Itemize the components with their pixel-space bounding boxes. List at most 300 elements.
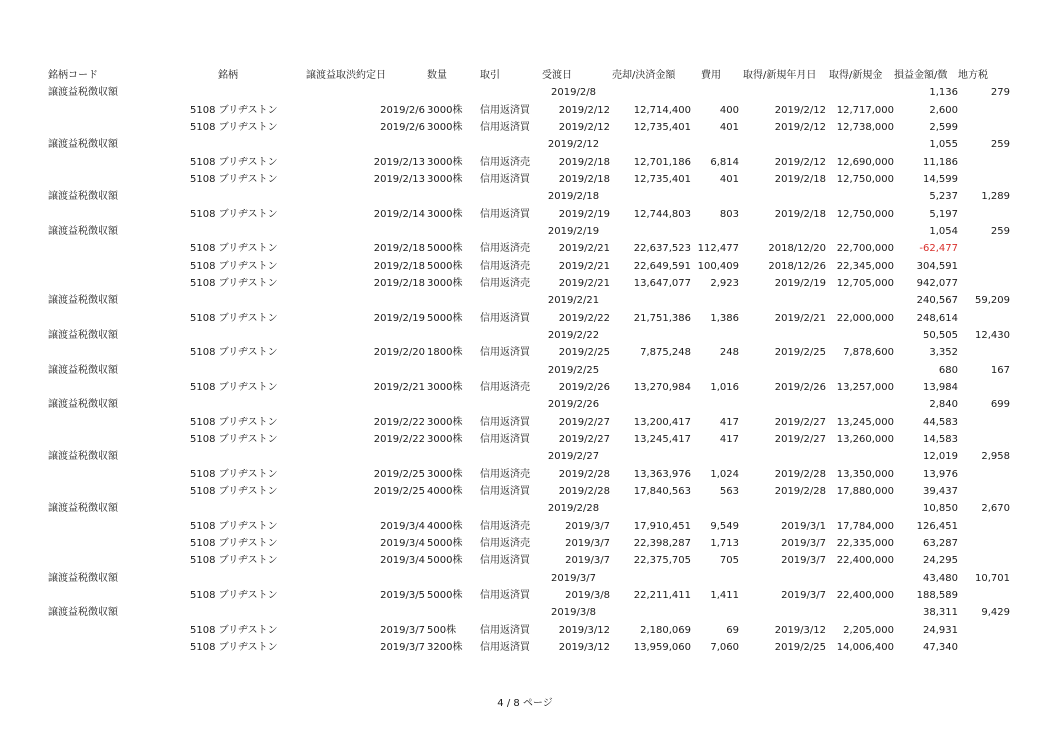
cell-pl-amount: 1,055 <box>929 139 958 151</box>
cell-code: 譲渡益税徴収額 <box>48 225 118 237</box>
cell-trade: 信用返済買 <box>480 208 530 220</box>
cell-acq-date <box>739 223 826 240</box>
cell-name: 5108 ブリヂストン <box>190 156 278 168</box>
cell-acq-date: 2019/3/1 <box>781 520 826 532</box>
cell-name: 5108 ブリヂストン <box>190 277 278 289</box>
table-row <box>48 205 1010 222</box>
cell-settle-date: 2019/2/27 <box>558 434 610 446</box>
cell-cost: 112,477 <box>697 243 739 255</box>
cell-code <box>48 240 188 257</box>
cell-name <box>188 396 278 413</box>
cell-name: 5108 ブリヂストン <box>190 121 278 133</box>
cell-acq-amount: 22,345,000 <box>836 260 894 272</box>
table-row <box>48 101 1010 118</box>
cell-trade-date: 2019/3/7 <box>380 642 425 654</box>
cell-acq-amount <box>826 362 894 379</box>
cell-local-tax <box>958 414 1010 431</box>
cell-sale-amount <box>612 448 691 465</box>
cell-name: 5108 ブリヂストン <box>190 486 278 498</box>
cell-settle-date: 2019/3/7 <box>565 520 610 532</box>
cell-name: 5108 ブリヂストン <box>190 434 278 446</box>
cell-local-tax <box>958 275 1010 292</box>
cell-cost <box>691 396 739 413</box>
cell-code <box>48 119 188 136</box>
cell-code: 譲渡益税徴収額 <box>48 329 118 341</box>
cell-cost <box>691 223 739 240</box>
cell-local-tax <box>958 344 1010 361</box>
cell-pl-amount: 14,599 <box>923 173 958 185</box>
cell-settle-date: 2019/3/8 <box>565 590 610 602</box>
cell-name: 5108 ブリヂストン <box>190 104 278 116</box>
cell-local-tax: 2,670 <box>981 503 1010 515</box>
cell-acq-date: 2019/2/27 <box>774 416 826 428</box>
cell-local-tax <box>958 119 1010 136</box>
cell-settle-date: 2019/3/7 <box>565 555 610 567</box>
cell-name: 5108 ブリヂストン <box>190 468 278 480</box>
cell-qty <box>427 136 480 153</box>
cell-trade: 信用返済買 <box>480 555 530 567</box>
tax-summary-row <box>48 223 1010 240</box>
cell-trade: 信用返済売 <box>480 277 530 289</box>
cell-trade <box>480 570 535 587</box>
cell-acq-date <box>739 570 826 587</box>
tax-summary-row <box>48 327 1010 344</box>
cell-trade-date: 2019/2/22 <box>373 434 425 446</box>
cell-trade <box>480 84 535 101</box>
cell-acq-amount: 17,880,000 <box>836 486 894 498</box>
cell-trade: 信用返済買 <box>480 590 530 602</box>
cell-qty: 3000株 <box>427 277 463 289</box>
cell-local-tax: 10,701 <box>975 572 1010 584</box>
cell-trade: 信用返済売 <box>480 243 530 255</box>
cell-name <box>188 500 278 517</box>
cell-trade: 信用返済買 <box>480 624 530 636</box>
cell-local-tax <box>958 171 1010 188</box>
cell-acq-date: 2019/2/12 <box>774 121 826 133</box>
cell-cost: 9,549 <box>710 520 739 532</box>
cell-local-tax: 12,430 <box>975 329 1010 341</box>
cell-local-tax <box>958 639 1010 656</box>
cell-local-tax <box>958 257 1010 274</box>
cell-cost: 803 <box>719 208 739 220</box>
cell-sale-amount: 13,245,417 <box>633 434 691 446</box>
cell-settle-date: 2019/2/28 <box>558 486 610 498</box>
cell-trade <box>480 604 535 621</box>
cell-local-tax <box>958 518 1010 535</box>
cell-pl-amount: 2,840 <box>929 399 958 411</box>
tax-summary-row <box>48 570 1010 587</box>
cell-acq-amount <box>826 136 894 153</box>
cell-acq-amount <box>826 188 894 205</box>
cell-qty: 500株 <box>427 624 457 636</box>
cell-local-tax <box>958 483 1010 500</box>
cell-local-tax <box>958 466 1010 483</box>
cell-qty: 4000株 <box>427 520 463 532</box>
cell-trade-date <box>278 396 427 413</box>
cell-settle-date: 2019/3/7 <box>551 572 596 584</box>
cell-code: 譲渡益税徴収額 <box>48 572 118 584</box>
cell-trade-date: 2019/3/4 <box>380 555 425 567</box>
cell-name: 5108 ブリヂストン <box>190 590 278 602</box>
cell-trade <box>480 500 535 517</box>
cell-code <box>48 552 188 569</box>
cell-qty <box>427 500 480 517</box>
cell-trade-date: 2019/3/5 <box>380 590 425 602</box>
cell-acq-amount: 22,335,000 <box>836 538 894 550</box>
cell-qty: 1800株 <box>427 347 463 359</box>
cell-trade: 信用返済売 <box>480 382 530 394</box>
cell-code: 譲渡益税徴収額 <box>48 364 118 376</box>
cell-acq-date: 2019/2/12 <box>774 156 826 168</box>
table-row <box>48 518 1010 535</box>
cell-sale-amount: 12,744,803 <box>633 208 691 220</box>
cell-acq-amount <box>826 448 894 465</box>
cell-sale-amount: 22,375,705 <box>633 555 691 567</box>
tax-summary-row <box>48 500 1010 517</box>
cell-sale-amount <box>612 327 691 344</box>
cell-trade-date: 2019/2/20 <box>373 347 425 359</box>
table-row <box>48 119 1010 136</box>
cell-qty <box>427 362 480 379</box>
cell-acq-date: 2019/2/27 <box>774 434 826 446</box>
cell-cost: 563 <box>719 486 739 498</box>
tax-summary-row <box>48 84 1010 101</box>
cell-code <box>48 101 188 118</box>
header-code: 銘柄コード <box>48 70 98 81</box>
cell-trade: 信用返済売 <box>480 156 530 168</box>
cell-cost <box>691 188 739 205</box>
cell-local-tax <box>958 587 1010 604</box>
cell-code <box>48 431 188 448</box>
table-row <box>48 587 1010 604</box>
tax-summary-row <box>48 448 1010 465</box>
cell-trade-date: 2019/2/18 <box>373 260 425 272</box>
cell-sale-amount: 22,649,591 <box>633 260 691 272</box>
cell-qty: 5000株 <box>427 312 463 324</box>
cell-trade-date: 2019/2/6 <box>380 104 425 116</box>
table-row <box>48 535 1010 552</box>
cell-cost: 1,016 <box>710 382 739 394</box>
cell-cost <box>691 136 739 153</box>
cell-local-tax: 279 <box>990 87 1010 99</box>
tax-summary-row <box>48 188 1010 205</box>
cell-cost <box>691 448 739 465</box>
header-name: 銘柄 <box>218 70 238 81</box>
cell-sale-amount <box>612 84 691 101</box>
cell-name <box>188 223 278 240</box>
cell-local-tax <box>958 379 1010 396</box>
cell-code <box>48 205 188 222</box>
cell-cost <box>691 570 739 587</box>
cell-settle-date: 2019/2/18 <box>547 191 600 203</box>
cell-sale-amount: 13,959,060 <box>633 642 691 654</box>
cell-sale-amount: 12,735,401 <box>633 121 691 133</box>
cell-settle-date: 2019/2/12 <box>558 104 610 116</box>
cell-local-tax: 1,289 <box>981 191 1010 203</box>
cell-trade-date: 2019/2/22 <box>373 416 425 428</box>
cell-qty: 3000株 <box>427 416 463 428</box>
cell-settle-date: 2019/2/25 <box>558 347 610 359</box>
cell-acq-amount: 12,750,000 <box>836 173 894 185</box>
cell-qty <box>427 570 480 587</box>
cell-qty <box>427 223 480 240</box>
header-settle-date: 受渡日 <box>542 70 572 81</box>
cell-code <box>48 414 188 431</box>
cell-name <box>188 327 278 344</box>
cell-code <box>48 379 188 396</box>
cell-trade <box>480 396 535 413</box>
cell-pl-amount: 188,589 <box>916 590 958 602</box>
cell-trade-date <box>278 604 427 621</box>
cell-local-tax <box>958 101 1010 118</box>
cell-qty <box>427 292 480 309</box>
cell-sale-amount <box>612 292 691 309</box>
header-sale-amount: 売却/決済金額 <box>612 70 676 81</box>
cell-acq-amount: 22,400,000 <box>836 590 894 602</box>
cell-name: 5108 ブリヂストン <box>190 416 278 428</box>
cell-trade-date <box>278 84 427 101</box>
cell-settle-date: 2019/2/21 <box>558 260 610 272</box>
cell-acq-amount: 13,257,000 <box>836 382 894 394</box>
cell-trade <box>480 327 535 344</box>
cell-sale-amount: 17,840,563 <box>633 486 691 498</box>
cell-pl-amount: 5,237 <box>929 191 958 203</box>
cell-trade: 信用返済売 <box>480 468 530 480</box>
cell-acq-date: 2019/2/12 <box>774 104 826 116</box>
cell-qty: 3000株 <box>427 208 463 220</box>
cell-qty: 3000株 <box>427 434 463 446</box>
cell-pl-amount: 43,480 <box>923 572 958 584</box>
cell-pl-amount: 11,186 <box>923 156 958 168</box>
cell-name: 5108 ブリヂストン <box>190 243 278 255</box>
cell-pl-amount: 24,295 <box>923 555 958 567</box>
cell-local-tax <box>958 240 1010 257</box>
cell-settle-date: 2019/2/25 <box>547 364 600 376</box>
cell-qty: 3200株 <box>427 642 463 654</box>
cell-trade: 信用返済売 <box>480 538 530 550</box>
cell-acq-amount <box>826 292 894 309</box>
cell-trade-date: 2019/2/21 <box>373 382 425 394</box>
cell-acq-amount <box>826 570 894 587</box>
cell-pl-amount: 12,019 <box>923 451 958 463</box>
cell-trade: 信用返済買 <box>480 312 530 324</box>
cell-local-tax: 699 <box>990 399 1010 411</box>
cell-trade-date: 2019/2/25 <box>373 486 425 498</box>
cell-acq-amount <box>826 223 894 240</box>
cell-sale-amount: 2,180,069 <box>640 624 691 636</box>
cell-pl-amount: 50,505 <box>923 329 958 341</box>
cell-name: 5108 ブリヂストン <box>190 260 278 272</box>
cell-acq-date: 2018/12/26 <box>768 260 826 272</box>
cell-trade: 信用返済買 <box>480 121 530 133</box>
cell-cost: 2,923 <box>710 277 739 289</box>
table-row <box>48 414 1010 431</box>
cell-sale-amount <box>612 570 691 587</box>
cell-acq-amount: 17,784,000 <box>836 520 894 532</box>
cell-trade: 信用返済買 <box>480 486 530 498</box>
cell-acq-amount: 22,700,000 <box>836 243 894 255</box>
cell-cost <box>691 327 739 344</box>
cell-acq-date: 2019/2/21 <box>774 312 826 324</box>
table-row <box>48 309 1010 326</box>
cell-acq-amount <box>826 604 894 621</box>
cell-code <box>48 275 188 292</box>
tax-summary-row <box>48 292 1010 309</box>
cell-acq-date <box>739 84 826 101</box>
cell-trade-date <box>278 448 427 465</box>
cell-qty <box>427 327 480 344</box>
cell-local-tax: 59,209 <box>975 295 1010 307</box>
cell-acq-amount: 7,878,600 <box>843 347 894 359</box>
table-row <box>48 552 1010 569</box>
cell-pl-amount: 2,599 <box>929 121 958 133</box>
cell-qty <box>427 188 480 205</box>
cell-trade: 信用返済買 <box>480 173 530 185</box>
cell-acq-amount: 14,006,400 <box>836 642 894 654</box>
cell-acq-date: 2019/2/18 <box>774 208 826 220</box>
cell-cost <box>691 362 739 379</box>
cell-qty: 3000株 <box>427 173 463 185</box>
cell-sale-amount <box>612 396 691 413</box>
cell-acq-amount <box>826 84 894 101</box>
cell-settle-date: 2019/3/7 <box>565 538 610 550</box>
cell-acq-amount <box>826 327 894 344</box>
cell-cost <box>691 500 739 517</box>
cell-trade: 信用返済売 <box>480 520 530 532</box>
cell-trade: 信用返済買 <box>480 416 530 428</box>
cell-code <box>48 535 188 552</box>
header-pl-amount: 損益金額/徴 <box>894 70 948 81</box>
cell-sale-amount <box>612 188 691 205</box>
cell-acq-date <box>739 448 826 465</box>
cell-sale-amount: 22,211,411 <box>633 590 691 602</box>
cell-pl-amount: 126,451 <box>916 520 958 532</box>
cell-pl-amount: 10,850 <box>923 503 958 515</box>
cell-cost <box>691 604 739 621</box>
cell-pl-amount: 24,931 <box>923 624 958 636</box>
cell-acq-amount: 22,000,000 <box>836 312 894 324</box>
cell-cost: 1,713 <box>710 538 739 550</box>
cell-cost <box>691 292 739 309</box>
table-row <box>48 379 1010 396</box>
cell-settle-date: 2019/3/8 <box>551 607 596 619</box>
cell-cost: 400 <box>719 104 739 116</box>
cell-name: 5108 ブリヂストン <box>190 173 278 185</box>
cell-acq-date: 2019/2/28 <box>774 468 826 480</box>
cell-trade: 信用返済買 <box>480 347 530 359</box>
cell-code <box>48 622 188 639</box>
cell-settle-date: 2019/2/21 <box>558 243 610 255</box>
cell-qty <box>427 448 480 465</box>
cell-trade-date: 2019/3/7 <box>380 624 425 636</box>
cell-sale-amount: 12,714,400 <box>633 104 691 116</box>
cell-sale-amount <box>612 500 691 517</box>
cell-trade-date <box>278 292 427 309</box>
cell-pl-amount: 63,287 <box>923 538 958 550</box>
cell-settle-date: 2019/2/8 <box>551 87 596 99</box>
cell-code <box>48 483 188 500</box>
cell-name: 5108 ブリヂストン <box>190 382 278 394</box>
cell-trade <box>480 362 535 379</box>
cell-qty <box>427 604 480 621</box>
header-trade: 取引 <box>480 70 500 81</box>
cell-local-tax <box>958 153 1010 170</box>
cell-pl-amount: 3,352 <box>929 347 958 359</box>
header-local-tax: 地方税 <box>958 70 988 81</box>
transaction-table <box>48 67 1010 656</box>
cell-cost: 1,386 <box>710 312 739 324</box>
cell-acq-amount: 12,705,000 <box>836 277 894 289</box>
cell-pl-amount: 680 <box>938 364 958 376</box>
cell-acq-amount: 12,717,000 <box>836 104 894 116</box>
cell-acq-amount: 12,690,000 <box>836 156 894 168</box>
cell-local-tax <box>958 431 1010 448</box>
cell-sale-amount <box>612 223 691 240</box>
cell-qty: 3000株 <box>427 156 463 168</box>
cell-acq-amount: 13,350,000 <box>836 468 894 480</box>
cell-acq-date <box>739 327 826 344</box>
cell-settle-date: 2019/2/21 <box>558 277 610 289</box>
cell-sale-amount: 21,751,386 <box>633 312 691 324</box>
cell-trade <box>480 136 535 153</box>
cell-settle-date: 2019/2/21 <box>547 295 600 307</box>
tax-summary-row <box>48 604 1010 621</box>
cell-trade: 信用返済買 <box>480 434 530 446</box>
cell-cost: 1,411 <box>710 590 739 602</box>
cell-trade <box>480 223 535 240</box>
cell-settle-date: 2019/2/22 <box>558 312 610 324</box>
cell-qty: 5000株 <box>427 555 463 567</box>
cell-pl-amount: 38,311 <box>923 607 958 619</box>
cell-trade <box>480 188 535 205</box>
cell-acq-amount: 2,205,000 <box>843 624 894 636</box>
cell-acq-date: 2019/3/7 <box>781 590 826 602</box>
cell-settle-date: 2019/3/12 <box>558 642 610 654</box>
cell-pl-amount: 248,614 <box>916 312 958 324</box>
cell-code <box>48 639 188 656</box>
cell-trade-date: 2019/2/25 <box>373 468 425 480</box>
cell-trade-date: 2019/2/18 <box>373 277 425 289</box>
cell-name: 5108 ブリヂストン <box>190 312 278 324</box>
cell-name <box>188 136 278 153</box>
cell-qty: 3000株 <box>427 382 463 394</box>
cell-sale-amount: 22,398,287 <box>633 538 691 550</box>
cell-settle-date: 2019/2/18 <box>558 173 610 185</box>
cell-sale-amount: 12,701,186 <box>633 156 691 168</box>
cell-acq-amount: 22,400,000 <box>836 555 894 567</box>
cell-acq-date <box>739 604 826 621</box>
cell-pl-amount: 942,077 <box>916 277 958 289</box>
cell-code: 譲渡益税徴収額 <box>48 607 118 619</box>
cell-trade-date <box>278 570 427 587</box>
cell-acq-amount <box>826 396 894 413</box>
cell-acq-date: 2019/2/18 <box>774 173 826 185</box>
cell-sale-amount: 13,200,417 <box>633 416 691 428</box>
cell-name: 5108 ブリヂストン <box>190 642 278 654</box>
cell-acq-date: 2019/3/7 <box>781 555 826 567</box>
cell-settle-date: 2019/2/19 <box>558 208 610 220</box>
cell-name: 5108 ブリヂストン <box>190 555 278 567</box>
cell-code: 譲渡益税徴収額 <box>48 399 118 411</box>
table-row <box>48 153 1010 170</box>
cell-pl-amount: 1,054 <box>929 225 958 237</box>
cell-code: 譲渡益税徴収額 <box>48 295 118 307</box>
cell-acq-date: 2019/2/25 <box>774 347 826 359</box>
table-row <box>48 483 1010 500</box>
cell-trade: 信用返済買 <box>480 104 530 116</box>
cell-qty: 5000株 <box>427 260 463 272</box>
table-body <box>48 84 1010 656</box>
